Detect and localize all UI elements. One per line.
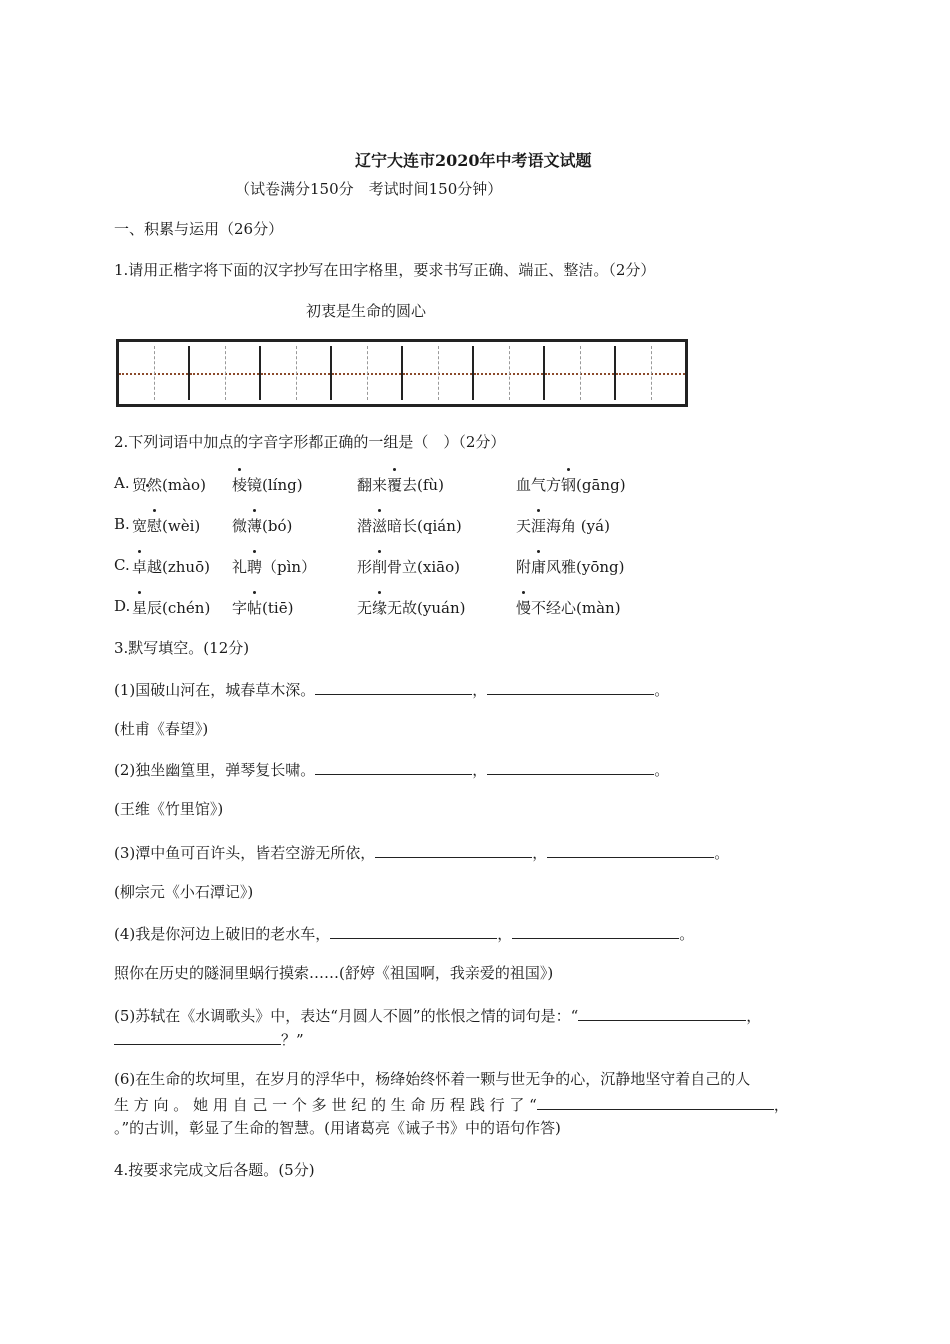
line-text: (5)苏轼在《水调歌头》中，表达“月圆人不圆”的怅恨之情的词句是：“ bbox=[114, 1007, 579, 1025]
source-3: (柳宗元《小石潭记》) bbox=[114, 883, 254, 901]
option-item: 微薄(bó) bbox=[232, 517, 293, 535]
option-label: A. bbox=[114, 474, 130, 492]
line-6a: (6)在生命的坎坷里，在岁月的浮华中，杨绛始终怀着一颗与世无争的心，沉静地坚守着自己的人 bbox=[114, 1070, 751, 1088]
line-6c: 。”的古训，彰显了生命的智慧。(用诸葛亮《诫子书》中的语句作答) bbox=[114, 1119, 561, 1137]
copy-phrase: 初衷是生命的圆心 bbox=[306, 302, 427, 320]
source-2: (王维《竹里馆》) bbox=[114, 800, 224, 818]
answer-blank[interactable] bbox=[578, 1004, 746, 1021]
line-text: (2)独坐幽篁里，弹琴复长啸。 bbox=[114, 761, 316, 779]
answer-blank[interactable] bbox=[315, 758, 472, 775]
line-text: (1)国破山河在，城春草木深。 bbox=[114, 681, 316, 699]
question-3: 3.默写填空。(12分) bbox=[114, 639, 250, 657]
answer-blank[interactable] bbox=[512, 922, 679, 939]
grid-cell[interactable] bbox=[332, 346, 403, 400]
option-item: 宽慰(wèi) bbox=[132, 517, 201, 535]
question-2: 2.下列词语中加点的字音字形都正确的一组是（ ）（2分） bbox=[114, 433, 506, 451]
grid-cell[interactable] bbox=[119, 346, 190, 400]
source-4: 照你在历史的隧洞里蜗行摸索……(舒婷《祖国啊，我亲爱的祖国》) bbox=[114, 964, 554, 982]
option-label: D. bbox=[114, 597, 131, 615]
answer-blank[interactable] bbox=[114, 1028, 281, 1045]
line-text: 生 方 向 。 她 用 自 己 一 个 多 世 纪 的 生 命 历 程 践 行 了 “ bbox=[114, 1096, 537, 1114]
answer-blank[interactable] bbox=[315, 678, 472, 695]
fill-line-3: (3)潭中鱼可百许头，皆若空游无所依， ， 。 bbox=[114, 841, 729, 863]
source-1: (杜甫《春望》) bbox=[114, 720, 209, 738]
option-item: 贸然(mào) bbox=[132, 476, 206, 494]
answer-blank[interactable] bbox=[547, 841, 714, 858]
section-heading: 一、积累与运用（26分） bbox=[114, 220, 284, 238]
line-text: (4)我是你河边上破旧的老水车， bbox=[114, 925, 331, 943]
grid-cell[interactable] bbox=[403, 346, 474, 400]
option-item: 翻来覆去(fù) bbox=[357, 476, 444, 494]
answer-blank[interactable] bbox=[330, 922, 497, 939]
option-item: 无缘无故(yuán) bbox=[357, 599, 466, 617]
option-item: 附庸风雅(yōng) bbox=[516, 558, 625, 576]
fill-line-6: 生 方 向 。 她 用 自 己 一 个 多 世 纪 的 生 命 历 程 践 行 了 “ ， bbox=[114, 1093, 789, 1115]
option-item: 慢不经心(màn) bbox=[516, 599, 621, 617]
option-item: 血气方钢(gāng) bbox=[516, 476, 626, 494]
answer-blank[interactable] bbox=[537, 1093, 774, 1110]
answer-blank[interactable] bbox=[487, 678, 654, 695]
grid-cell[interactable] bbox=[474, 346, 545, 400]
tianzige-grid[interactable] bbox=[116, 339, 688, 407]
option-item: 星辰(chén) bbox=[132, 599, 211, 617]
fill-line-5: (5)苏轼在《水调歌头》中，表达“月圆人不圆”的怅恨之情的词句是：“ ， bbox=[114, 1004, 761, 1026]
fill-line-5b: ？” bbox=[114, 1028, 304, 1050]
question-4: 4.按要求完成文后各题。(5分) bbox=[114, 1161, 315, 1179]
fill-line-1: (1)国破山河在，城春草木深。 ， 。 bbox=[114, 678, 669, 700]
answer-blank[interactable] bbox=[487, 758, 654, 775]
page-title: 辽宁大连市2020年中考语文试题 bbox=[355, 151, 592, 170]
option-item: 天涯海角 (yá) bbox=[516, 517, 610, 535]
option-item: 潜滋暗长(qián) bbox=[357, 517, 462, 535]
fill-line-4: (4)我是你河边上破旧的老水车， ， 。 bbox=[114, 922, 694, 944]
option-label: B. bbox=[114, 515, 130, 533]
grid-cell[interactable] bbox=[616, 346, 685, 400]
option-item: 棱镜(líng) bbox=[232, 476, 303, 494]
grid-cell[interactable] bbox=[261, 346, 332, 400]
exam-info: （试卷满分150分 考试时间150分钟） bbox=[235, 180, 503, 198]
option-item: 形削骨立(xiāo) bbox=[357, 558, 460, 576]
option-item: 礼聘（pìn） bbox=[232, 558, 317, 576]
question-1: 1.请用正楷字将下面的汉字抄写在田字格里，要求书写正确、端正、整洁。（2分） bbox=[114, 261, 656, 279]
option-label: C. bbox=[114, 556, 130, 574]
fill-line-2: (2)独坐幽篁里，弹琴复长啸。 ， 。 bbox=[114, 758, 669, 780]
line-text: (3)潭中鱼可百许头，皆若空游无所依， bbox=[114, 844, 376, 862]
grid-cell[interactable] bbox=[545, 346, 616, 400]
option-item: 卓越(zhuō) bbox=[132, 558, 210, 576]
option-item: 字帖(tiē) bbox=[232, 599, 294, 617]
answer-blank[interactable] bbox=[375, 841, 532, 858]
grid-cell[interactable] bbox=[190, 346, 261, 400]
